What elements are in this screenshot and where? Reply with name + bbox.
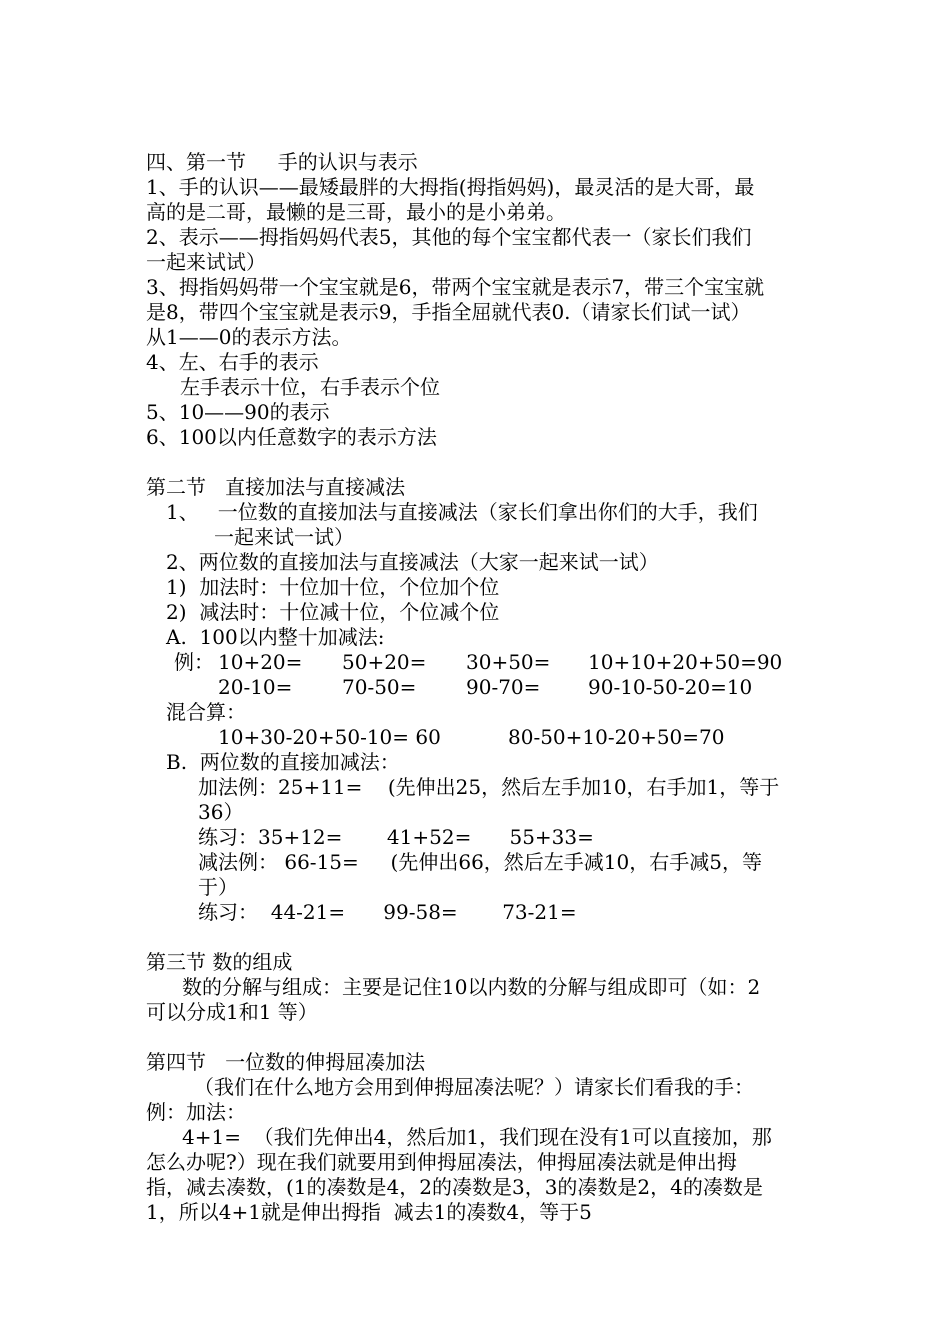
s1-paragraph1-line1: 1、手的认识——最矮最胖的大拇指(拇指妈妈)，最灵活的是大哥，最	[146, 175, 755, 199]
example-label: 例：	[174, 650, 214, 674]
s1-paragraph2-line1: 2、表示——拇指妈妈代表5，其他的每个宝宝都代表一（家长们我们	[146, 225, 752, 249]
s4-line3: 指，减去凑数，(1的凑数是4，2的凑数是3，3的凑数是2，4的凑数是	[146, 1175, 763, 1199]
s1-paragraph2-line2: 一起来试试）	[146, 250, 266, 274]
section2-title: 第二节 直接加法与直接减法	[146, 475, 406, 499]
s4-example-label: 例：加法：	[146, 1100, 246, 1124]
mixed-example2: 80-50+10-20+50=70	[508, 725, 725, 749]
s1-item4: 4、左、右手的表示	[146, 350, 319, 374]
example-row1-col2: 50+20=	[342, 650, 427, 674]
section4-title: 第四节 一位数的伸拇屈凑加法	[146, 1050, 426, 1074]
example-row1-col3: 30+50=	[466, 650, 551, 674]
s4-line4: 1，所以4+1就是伸出拇指 减去1的凑数4，等于5	[146, 1200, 592, 1224]
practice1: 练习：35+12= 41+52= 55+33=	[198, 825, 594, 849]
s2-rule2: 2) 减法时：十位减十位，个位减个位	[166, 600, 500, 624]
add-example-line1: 加法例：25+11= (先伸出25，然后左手加10，右手加1，等于	[198, 775, 780, 799]
example-row1-col4: 10+10+20+50=90	[588, 650, 783, 674]
mixed-label: 混合算：	[166, 700, 246, 724]
s1-paragraph1-line2: 高的是二哥，最懒的是三哥，最小的是小弟弟。	[146, 200, 566, 224]
add-example-line2: 36）	[198, 800, 244, 824]
s1-paragraph3-line1: 3、拇指妈妈带一个宝宝就是6，带两个宝宝就是表示7，带三个宝宝就	[146, 275, 765, 299]
s1-item6: 6、100以内任意数字的表示方法	[146, 425, 437, 449]
s1-paragraph3-line2: 是8，带四个宝宝就是表示9，手指全屈就代表0.（请家长们试一试）	[146, 300, 751, 324]
s3-paragraph-line2: 可以分成1和1 等）	[146, 1000, 318, 1024]
s4-intro: （我们在什么地方会用到伸拇屈凑法呢？）请家长们看我的手：	[194, 1075, 754, 1099]
mixed-example1: 10+30-20+50-10= 60	[218, 725, 441, 749]
s2-part-a-title: A. 100以内整十加减法:	[166, 625, 385, 649]
section3-title: 第三节 数的组成	[146, 950, 293, 974]
s1-paragraph3-line3: 从1——0的表示方法。	[146, 325, 352, 349]
example-row2-col4: 90-10-50-20=10	[588, 675, 753, 699]
s4-line1: 4+1= （我们先伸出4，然后加1，我们现在没有1可以直接加，那	[182, 1125, 772, 1149]
example-row2-col2: 70-50=	[342, 675, 417, 699]
s2-item1-line2: 一起来试一试）	[214, 525, 354, 549]
s2-rule1: 1) 加法时：十位加十位，个位加个位	[166, 575, 500, 599]
s3-paragraph-line1: 数的分解与组成：主要是记住10以内数的分解与组成即可（如：2	[182, 975, 761, 999]
s1-item4-detail: 左手表示十位，右手表示个位	[180, 375, 440, 399]
example-row1-col1: 10+20=	[218, 650, 303, 674]
sub-example-line2: 于）	[198, 875, 238, 899]
example-row2-col3: 90-70=	[466, 675, 541, 699]
s2-item2: 2、两位数的直接加法与直接减法（大家一起来试一试）	[166, 550, 659, 574]
s2-item1-line1: 1、 一位数的直接加法与直接减法（家长们拿出你们的大手，我们	[166, 500, 758, 524]
sub-example-line1: 减法例： 66-15= (先伸出66，然后左手减10，右手减5，等	[198, 850, 762, 874]
s4-line2: 怎么办呢?）现在我们就要用到伸拇屈凑法，伸拇屈凑法就是伸出拇	[146, 1150, 737, 1174]
practice2: 练习： 44-21= 99-58= 73-21=	[198, 900, 577, 924]
section1-title: 四、第一节 手的认识与表示	[146, 150, 418, 174]
s1-item5: 5、10——90的表示	[146, 400, 330, 424]
s2-part-b-title: B. 两位数的直接加减法：	[166, 750, 400, 774]
example-row2-col1: 20-10=	[218, 675, 293, 699]
